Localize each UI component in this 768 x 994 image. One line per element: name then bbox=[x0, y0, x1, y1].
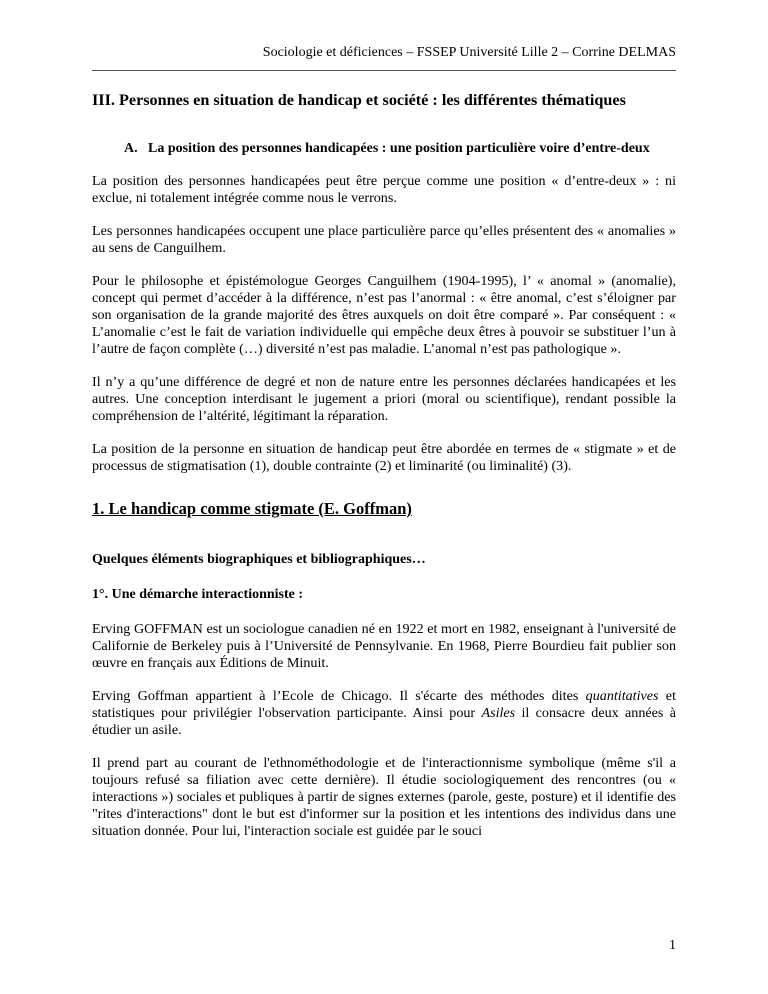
paragraph: Les personnes handicapées occupent une place particulière parce qu’elles présentent des « anomalies » au sens de Canguilhem. bbox=[92, 223, 676, 256]
paragraph bbox=[92, 688, 676, 739]
paragraph: La position de la personne en situation de handicap peut être abordée en termes de « stigmate » et de processus de stigmatisation (1), double contrainte (2) et liminarité (ou liminalité) (3). bbox=[92, 441, 676, 474]
document-body bbox=[92, 90, 676, 840]
section-heading: III. Personnes en situation de handicap et société : les différentes thématiques bbox=[92, 91, 626, 109]
emphasis: quantitatives bbox=[585, 688, 659, 704]
subsection-heading bbox=[124, 140, 676, 157]
text-run: Erving Goffman appartient à l’Ecole de Chicago. Il s'écarte des méthodes dites bbox=[92, 688, 586, 704]
paragraph: Il n’y a qu’une différence de degré et non de nature entre les personnes déclarées handicapées et les autres. Une conception interdisant le jugement a priori (moral ou scientifique), rendant possible la compréhension de l’altérité, légitimant la réparation. bbox=[92, 374, 676, 424]
paragraph: Erving GOFFMAN est un sociologue canadien né en 1922 et mort en 1982, enseignant à l'université de Californie de Berkeley puis à l’Université de Pennsylvanie. En 1968, Pierre Bourdieu fait publier son œuvre en français aux Éditions de Minuit. bbox=[92, 621, 676, 671]
header-divider bbox=[92, 70, 676, 71]
page-number: 1 bbox=[669, 938, 676, 953]
paragraph: La position des personnes handicapées peut être perçue comme une position « d’entre-deux » : ni exclue, ni totalement intégrée comme nous le verrons. bbox=[92, 173, 676, 206]
subsection-title: La position des personnes handicapées : une position particulière voire d’entre-deux bbox=[148, 141, 650, 156]
approach-heading: 1°. Une démarche interactionniste : bbox=[92, 587, 304, 602]
part-heading: 1. Le handicap comme stigmate (E. Goffman) bbox=[92, 499, 412, 518]
emphasis: Asiles bbox=[481, 705, 516, 721]
subsection-letter: A. bbox=[124, 141, 138, 156]
text-run: et statistiques pour privilégier l'observation participante. Ainsi pour bbox=[92, 688, 676, 721]
running-header: Sociologie et déficiences – FSSEP Université Lille 2 – Corrine DELMAS bbox=[262, 45, 676, 60]
paragraph: Pour le philosophe et épistémologue Georges Canguilhem (1904-1995), l’ « anomal » (anomalie), concept qui permet d’accéder à la différence, n’est pas l’anormal : « être anomal, c’est s’éloigner par son organisation de la grande majorité des êtres auxquels on doit être comparé ». Par conséquent : « L’anomalie c’est le fait de variation individuelle qui empêche deux êtres à pouvoir se substituer l’un à l’autre de façon complète (…) diversité n’est pas maladie. L’anomal n’est pas pathologique ». bbox=[92, 273, 676, 357]
bio-heading: Quelques éléments biographiques et bibliographiques… bbox=[92, 552, 426, 567]
text-run: il consacre deux années à étudier un asile. bbox=[92, 705, 677, 738]
paragraph: Il prend part au courant de l'ethnométhodologie et de l'interactionnisme symbolique (même s'il a toujours refusé sa filiation avec cette dernière). Il étudie sociologiquement des rencontres (ou « interactions ») sociales et publiques à partir de signes externes (parole, geste, posture) et il identifie des "rites d'interactions" dont le but est d'informer sur la position et les intentions des individus dans une situation donnée. Pour lui, l'interaction sociale est guidée par le souci bbox=[92, 755, 676, 839]
